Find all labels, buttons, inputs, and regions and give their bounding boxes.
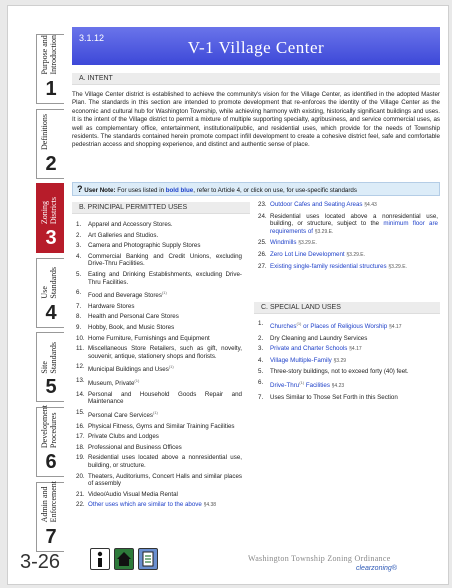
tab-section-2[interactable] — [36, 109, 64, 179]
use-label: Three-story buildings, not to exceed forty (40) feet. — [270, 368, 409, 376]
item-number: 6. — [76, 289, 82, 297]
item-text — [88, 377, 242, 388]
use-label: Eating and Drinking Establishments, excluding Drive-Thru Facilities. — [88, 270, 242, 286]
tab-number: 5 — [45, 376, 57, 399]
use-link[interactable]: Private and Charter Schools — [270, 345, 348, 353]
footnote-marker: (1) — [134, 378, 140, 384]
use-label: Physical Fitness, Gyms and Similar Training Facilities — [88, 422, 235, 430]
special-item — [258, 345, 438, 354]
principal-item — [76, 409, 242, 420]
section-reference: §3.29.E. — [314, 228, 334, 235]
principal-item — [76, 501, 242, 510]
principal-item — [76, 377, 242, 388]
principal-item — [76, 423, 242, 431]
home-icon[interactable] — [114, 548, 134, 570]
principal-item — [76, 335, 242, 343]
use-label: Residential uses located above a nonresidential use, building, or structure. — [88, 454, 242, 469]
item-number: 25. — [258, 239, 267, 247]
intent-text: The Village Center district is established to achieve the community's vision for the Village Center, as identified in the adopted Master Plan. The standards in this section are intended to promote development that re-enforces the identity of the Village Center as the economic and cultural hub for Washington Township, while achieving harmony with existing, historically significant buildings and uses. It is the intent of the Village district to permit a mixture of multiple supporting specialty, agribusiness, and service commercial uses, as well as complementary office, entertainment, institutional/public, and residential uses, which provide for the needs of Township residents. The standards contained herein promote compact infill development to create a cohesive district feel, safe and comfortable pedestrian access and shopping experience, and distinct and authentic sense of place. — [72, 91, 440, 149]
footnote-marker: (1) — [153, 409, 158, 415]
special-item — [258, 368, 438, 376]
section-reference: §3.29 — [333, 357, 347, 364]
item-number: 4. — [258, 356, 264, 364]
page-number: 3-26 — [20, 551, 61, 573]
use-link-tail[interactable]: Facilities — [304, 382, 330, 390]
use-link[interactable]: Other uses which are similar to the above — [88, 501, 202, 509]
tab-label: Development Procedures — [40, 404, 58, 448]
item-number: 24. — [258, 212, 267, 220]
item-number: 26. — [258, 250, 267, 258]
item-text — [270, 368, 438, 376]
use-label: Professional and Business Offices — [88, 443, 182, 451]
use-label: Miscellaneous Store Retailers, such as gift, novelty, souvenir, antique, stationery shops and florists. — [88, 345, 242, 360]
use-label: Health and Personal Care Stores — [88, 313, 179, 321]
item-number: 3. — [76, 242, 82, 250]
tab-section-5[interactable] — [36, 332, 64, 402]
item-text — [88, 409, 242, 420]
use-label: Art Galleries and Studios. — [88, 231, 159, 239]
use-label: Food and Beverage Stores — [88, 292, 162, 300]
special-item — [258, 379, 438, 391]
item-text — [270, 345, 438, 354]
principal-item — [76, 221, 242, 229]
principal-item — [76, 242, 242, 250]
item-number: 27. — [258, 262, 267, 270]
item-text — [88, 289, 242, 300]
tab-section-4[interactable] — [36, 258, 64, 328]
principal-item — [76, 303, 242, 311]
tab-label: Use Standards — [40, 267, 58, 299]
item-text — [88, 363, 242, 374]
section-reference: §4.23 — [331, 383, 345, 390]
use-link[interactable]: Windmills — [270, 239, 297, 247]
brand-mark: ® — [391, 565, 397, 572]
intent-heading: A. INTENT — [72, 73, 440, 85]
special-item — [258, 320, 438, 332]
item-text — [88, 253, 242, 268]
item-text — [270, 213, 438, 237]
principal-item — [76, 454, 242, 469]
section-reference: §4.38 — [203, 502, 217, 509]
brand-name: clearzoning — [356, 565, 392, 572]
special-uses-list — [258, 320, 438, 404]
use-label: Home Furniture, Furnishings and Equipment — [88, 334, 210, 342]
tab-label: Site Standards — [40, 341, 58, 374]
tab-section-6[interactable] — [36, 404, 64, 477]
item-text — [88, 303, 242, 311]
principal-item — [258, 213, 438, 237]
item-number: 19. — [76, 454, 85, 462]
item-text — [88, 271, 242, 286]
item-number: 22. — [76, 501, 85, 509]
item-text — [88, 232, 242, 240]
principal-item — [76, 391, 242, 406]
item-number: 13. — [76, 377, 85, 385]
item-number: 14. — [76, 390, 85, 398]
user-note-pre: For uses listed in — [115, 187, 166, 194]
tab-label: Zoning Districts — [40, 197, 58, 225]
user-note-link[interactable]: bold blue — [165, 187, 194, 194]
section-reference: §4.17 — [388, 324, 402, 331]
item-number: 8. — [76, 313, 82, 321]
principal-item — [258, 263, 438, 272]
question-icon: ? — [77, 184, 83, 194]
item-text — [88, 473, 242, 488]
item-number: 16. — [76, 422, 85, 430]
item-number: 5. — [76, 270, 82, 278]
use-label: Uses Similar to Those Set Forth in this Section — [270, 393, 398, 401]
principal-item — [76, 444, 242, 452]
item-number: 15. — [76, 408, 85, 416]
item-number: 5. — [258, 368, 264, 376]
use-label: Personal Care Services — [88, 411, 153, 419]
use-link[interactable]: minimum floor are requirements of — [270, 220, 439, 235]
use-label: Municipal Buildings and Uses — [88, 366, 169, 374]
item-number: 7. — [258, 393, 264, 401]
item-text — [270, 394, 438, 402]
item-text — [270, 379, 438, 391]
item-number: 12. — [76, 363, 85, 371]
item-text — [270, 239, 438, 248]
tab-number: 1 — [45, 78, 57, 100]
item-number: 7. — [76, 302, 82, 310]
principal-uses-list — [76, 221, 242, 513]
tab-number: 2 — [45, 152, 57, 175]
principal-item — [76, 313, 242, 321]
item-number: 18. — [76, 443, 85, 451]
item-text — [270, 263, 438, 272]
tab-number: 6 — [45, 451, 57, 473]
section-reference: §3.29.E. — [346, 251, 366, 258]
principal-item — [258, 239, 438, 248]
info-icon[interactable] — [90, 548, 110, 570]
user-note — [72, 182, 440, 196]
footnote-marker: (1) — [168, 364, 174, 370]
principal-item — [258, 251, 438, 260]
section-reference: §4.43 — [364, 202, 377, 208]
use-link[interactable]: Drive-Thru — [270, 382, 300, 390]
item-number: 11. — [76, 345, 85, 353]
item-text — [88, 433, 242, 441]
tab-number: 4 — [45, 301, 57, 324]
use-link[interactable]: Outdoor Cafes and Seating Areas — [270, 201, 363, 208]
item-text — [88, 491, 242, 499]
use-label: Camera and Photographic Supply Stores — [88, 242, 201, 250]
use-label: Dry Cleaning and Laundry Services — [270, 334, 368, 342]
tab-number: 7 — [45, 525, 57, 548]
section-reference: §3.29.E. — [388, 263, 407, 270]
section-reference: §3.29.E. — [298, 240, 317, 247]
item-text — [270, 335, 438, 343]
item-number: 2. — [76, 231, 82, 239]
brand-logo — [356, 565, 397, 572]
principal-item — [76, 433, 242, 441]
item-text — [270, 357, 438, 366]
item-number: 10. — [76, 334, 85, 342]
tab-label: Purpose and Introduction — [40, 35, 58, 75]
item-text — [88, 345, 242, 360]
footnote-marker: (1) — [296, 321, 302, 326]
use-label: Private Clubs and Lodges — [88, 433, 159, 441]
item-text — [88, 335, 242, 343]
principal-item — [76, 232, 242, 240]
section-title: V-1 Village Center — [187, 38, 325, 57]
item-text — [270, 320, 438, 332]
item-text — [88, 444, 242, 452]
special-item — [258, 394, 438, 402]
page — [7, 5, 449, 585]
use-link-tail[interactable]: or Places of Religious Worship — [301, 323, 388, 331]
footnote-marker: (1) — [299, 380, 305, 386]
user-note-label: User Note: — [84, 187, 116, 194]
use-label: Hardware Stores — [88, 302, 135, 310]
principal-item — [76, 324, 242, 332]
tab-section-1[interactable] — [36, 34, 64, 104]
use-link[interactable]: Zero Lot Line Development — [270, 250, 345, 258]
use-link[interactable]: Village Multiple-Family — [270, 356, 332, 364]
use-label: Apparel and Accessory Stores. — [88, 221, 173, 228]
principal-item — [76, 363, 242, 374]
principal-item — [76, 473, 242, 488]
item-text — [88, 313, 242, 321]
item-number: 23. — [258, 201, 267, 208]
tab-section-7[interactable] — [36, 482, 64, 552]
use-label: Residential uses located above a nonresidential use, building, or structure, subject to the — [270, 212, 438, 228]
item-number: 6. — [258, 379, 264, 387]
principal-uses-list-continued — [258, 201, 438, 274]
item-text — [88, 242, 242, 250]
item-number: 9. — [76, 324, 82, 331]
item-number: 3. — [258, 345, 264, 353]
use-label: Hobby, Book, and Music Stores — [88, 324, 175, 331]
item-number: 20. — [76, 472, 85, 480]
principal-item — [76, 345, 242, 360]
item-text — [88, 221, 242, 229]
item-number: 4. — [76, 252, 82, 260]
principal-item — [76, 491, 242, 499]
special-heading: C. SPECIAL LAND USES — [254, 302, 440, 314]
section-header — [72, 27, 440, 65]
item-text — [88, 501, 242, 510]
principal-item — [76, 271, 242, 286]
section-tabs — [36, 34, 64, 554]
use-label: Video/Audio Visual Media Rental — [88, 490, 178, 498]
item-number: 1. — [258, 320, 264, 327]
principal-item — [258, 201, 438, 210]
item-text — [88, 324, 242, 332]
section-reference: §4.17 — [349, 346, 362, 353]
ordinance-title: Washington Township Zoning Ordinance — [248, 554, 391, 563]
item-number: 1. — [76, 221, 82, 228]
principal-item — [76, 253, 242, 268]
item-number: 2. — [258, 334, 264, 342]
item-text — [270, 201, 438, 210]
item-text — [88, 454, 242, 469]
tab-label: Definitions — [40, 113, 49, 150]
item-text — [88, 391, 242, 406]
principal-item — [76, 289, 242, 300]
use-label: Theaters, Auditoriums, Concert Halls and similar places of assembly — [88, 472, 242, 488]
use-label: Museum, Private — [88, 380, 135, 388]
use-link[interactable]: Existing single-family residential structures — [270, 262, 387, 270]
use-label: Personal and Household Goods Repair and Maintenance — [88, 390, 242, 406]
item-number: 17. — [76, 433, 85, 441]
user-note-post: , refer to Article 4, or click on use, for use-specific standards — [193, 187, 357, 194]
principal-heading: B. PRINCIPAL PERMITTED USES — [72, 202, 250, 214]
item-text — [88, 423, 242, 431]
document-icon[interactable] — [138, 548, 158, 570]
special-item — [258, 335, 438, 343]
footnote-marker: (1) — [161, 290, 167, 296]
tab-section-3[interactable] — [36, 183, 64, 253]
use-label: Commercial Banking and Credit Unions, excluding Drive-Thru Facilities. — [88, 252, 242, 268]
section-number: 3.1.12 — [79, 33, 105, 43]
special-item — [258, 357, 438, 366]
item-number: 21. — [76, 490, 85, 498]
tab-label: Admin and Enforcement — [40, 481, 58, 523]
use-link[interactable]: Churches — [270, 323, 297, 331]
tab-number: 3 — [45, 227, 57, 250]
item-text — [270, 251, 438, 260]
